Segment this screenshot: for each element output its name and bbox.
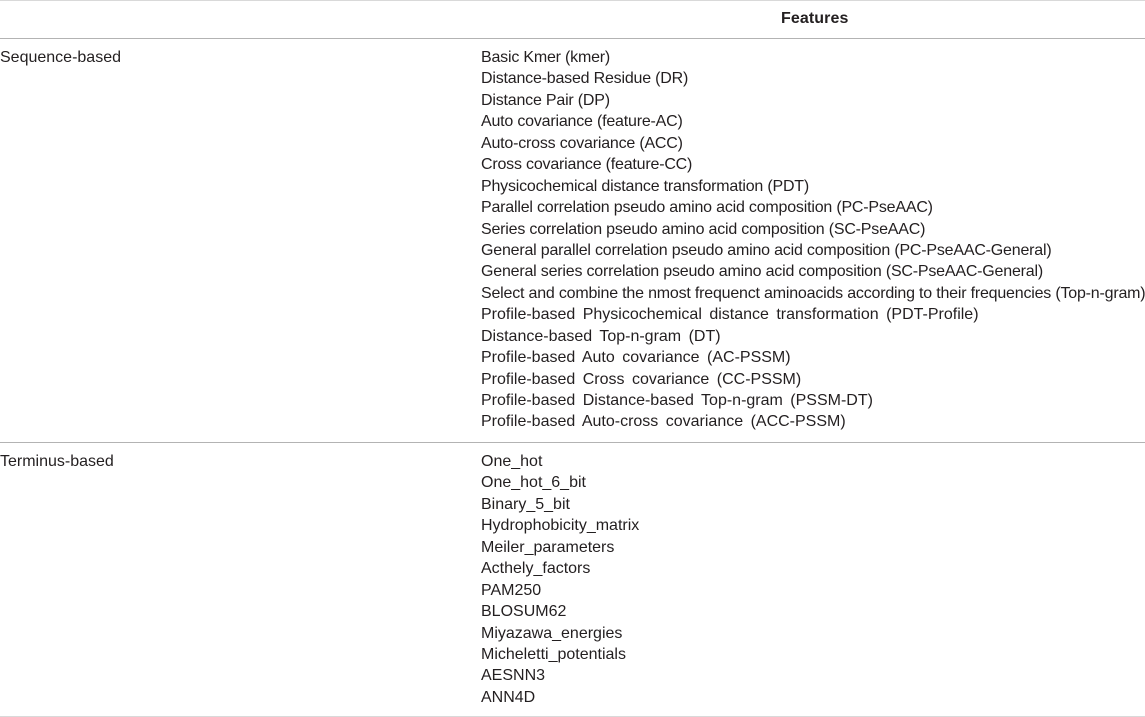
feature-item: Miyazawa_energies bbox=[481, 624, 623, 642]
table-header-row bbox=[0, 1, 1145, 39]
feature-item: Series correlation pseudo amino acid composition (SC-PseAAC) bbox=[481, 220, 926, 238]
feature-list bbox=[481, 451, 639, 708]
feature-item: Binary_5_bit bbox=[481, 495, 570, 513]
features-column-header: Features bbox=[781, 10, 849, 27]
feature-item: PAM250 bbox=[481, 581, 542, 599]
feature-item: Profile-based Auto-cross covariance (ACC-PSSM) bbox=[481, 413, 846, 431]
feature-item: Micheletti_potentials bbox=[481, 645, 626, 663]
feature-item: Distance-based Top-n-gram (DT) bbox=[481, 327, 721, 345]
feature-item: Profile-based Auto covariance (AC-PSSM) bbox=[481, 349, 791, 367]
feature-item: Cross covariance (feature-CC) bbox=[481, 156, 693, 174]
feature-item: Select and combine the nmost frequenct aminoacids according to their frequencies (Top-n-gram) bbox=[481, 284, 1145, 302]
feature-item: AESNN3 bbox=[481, 667, 546, 685]
feature-item: Auto covariance (feature-AC) bbox=[481, 113, 683, 131]
feature-item: Profile-based Cross covariance (CC-PSSM) bbox=[481, 370, 802, 388]
feature-item: Acthely_factors bbox=[481, 560, 591, 578]
feature-item: Distance-based Residue (DR) bbox=[481, 70, 689, 88]
feature-item: Physicochemical distance transformation (PDT) bbox=[481, 177, 810, 195]
feature-item: Basic Kmer (kmer) bbox=[481, 49, 611, 66]
feature-item: General parallel correlation pseudo amino acid composition (PC-PseAAC-General) bbox=[481, 241, 1052, 259]
feature-item: Parallel correlation pseudo amino acid composition (PC-PseAAC) bbox=[481, 199, 933, 217]
feature-item: Profile-based Distance-based Top-n-gram (PSSM-DT) bbox=[481, 392, 873, 409]
feature-item: ANN4D bbox=[481, 688, 536, 706]
feature-item: Profile-based Physicochemical distance transformation (PDT-Profile) bbox=[481, 306, 979, 324]
category-label: Sequence-based bbox=[0, 49, 121, 66]
feature-item: One_hot bbox=[481, 453, 543, 470]
feature-item: Distance Pair (DP) bbox=[481, 91, 610, 109]
feature-item: Hydrophobicity_matrix bbox=[481, 517, 640, 535]
table-row-terminus-based bbox=[0, 443, 1145, 717]
category-label: Terminus-based bbox=[0, 453, 114, 470]
feature-item: General series correlation pseudo amino acid composition (SC-PseAAC-General) bbox=[481, 263, 1043, 281]
feature-item: Meiler_parameters bbox=[481, 538, 615, 556]
table-row-sequence-based bbox=[0, 39, 1145, 443]
feature-item: Auto-cross covariance (ACC) bbox=[481, 134, 683, 152]
feature-item: BLOSUM62 bbox=[481, 603, 567, 621]
feature-list bbox=[481, 47, 1145, 433]
feature-item: One_hot_6_bit bbox=[481, 474, 586, 492]
